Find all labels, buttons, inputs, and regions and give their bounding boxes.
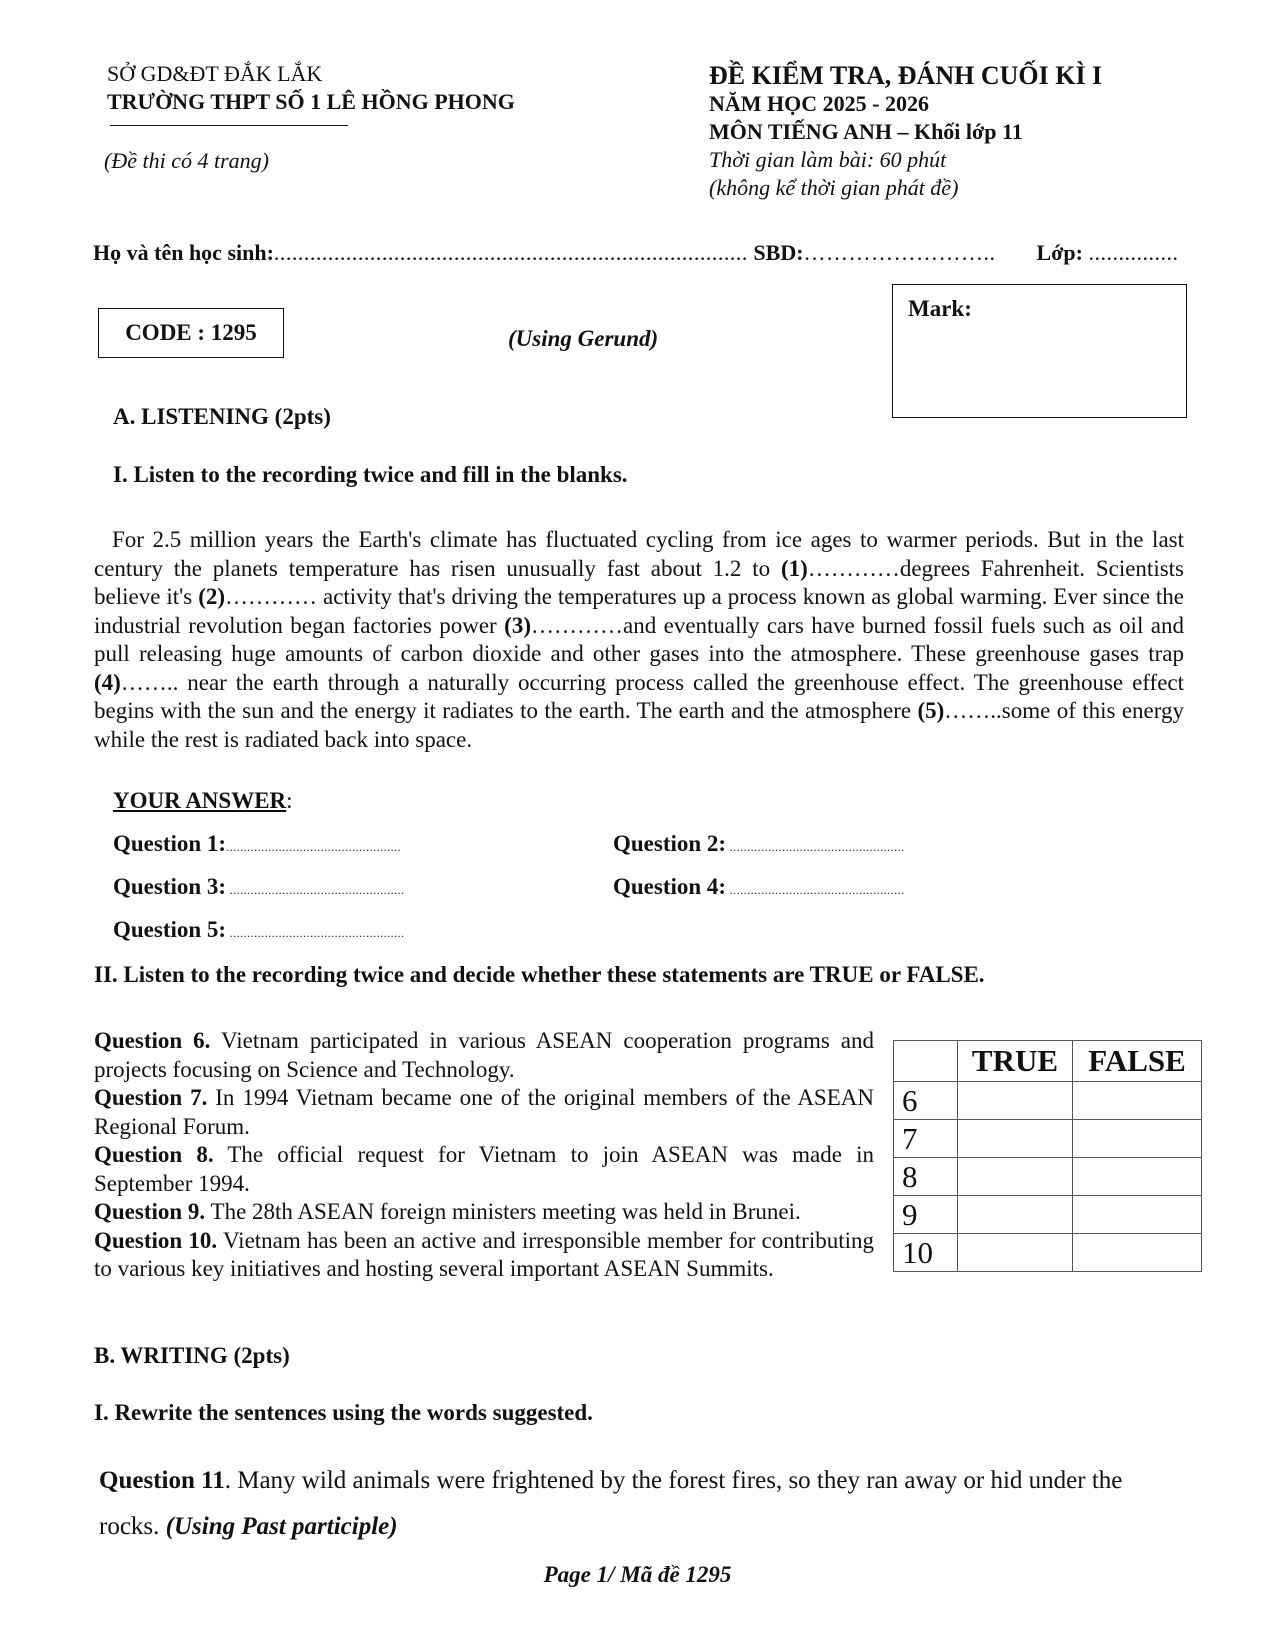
exam-code: CODE : 1295 <box>125 320 257 345</box>
student-info-line <box>93 240 1178 266</box>
answer-label-q2: Question 2: <box>613 831 727 856</box>
answer-line-q3[interactable] <box>113 874 405 900</box>
exam-code-box <box>98 308 284 358</box>
passage-text: …………and eventually cars have burned fossil fuels such as oil and pull releasing huge amounts of carbon dioxide and other gases into the atmosphere. These greenhouse gases trap <box>94 612 1184 666</box>
column-false: FALSE <box>1073 1041 1202 1082</box>
question-11-label: Question 11 <box>99 1467 225 1494</box>
mark-label: Mark: <box>908 296 972 321</box>
false-cell[interactable] <box>1073 1120 1202 1158</box>
table-row <box>894 1082 1202 1120</box>
answer-label-q5: Question 5: <box>113 917 227 942</box>
question-11-hint: (Using Past participle) <box>165 1513 398 1540</box>
table-row <box>894 1234 1202 1272</box>
false-cell[interactable] <box>1073 1234 1202 1272</box>
blank-marker: (1) <box>780 555 808 581</box>
blank-marker: (5) <box>917 698 945 723</box>
true-cell[interactable] <box>958 1196 1073 1234</box>
passage-text: ……..some of this energy while the rest is radiated back into space. <box>94 698 1184 752</box>
statement-label: Question 9. <box>94 1199 206 1224</box>
answer-blank-q3[interactable]: .................................................. <box>226 883 405 897</box>
true-cell[interactable] <box>958 1082 1073 1120</box>
true-cell[interactable] <box>958 1234 1073 1272</box>
statement-text: In 1994 Vietnam became one of the original members of the ASEAN Regional Forum. <box>94 1085 874 1139</box>
true-cell[interactable] <box>958 1158 1073 1196</box>
row-number: 10 <box>894 1234 958 1272</box>
part-1-instruction: I. Listen to the recording twice and fill in the blanks. <box>113 462 628 487</box>
table-row <box>894 1120 1202 1158</box>
sbd-field[interactable]: …………………….. <box>803 240 996 265</box>
statement-item <box>94 1027 874 1084</box>
table-row <box>894 1196 1202 1234</box>
row-number: 8 <box>894 1158 958 1196</box>
question-11 <box>99 1458 1189 1550</box>
answer-line-q4[interactable] <box>613 874 905 900</box>
section-a-title: A. LISTENING (2pts) <box>113 404 331 429</box>
subject: MÔN TIẾNG ANH – Khối lớp 11 <box>709 119 1023 144</box>
row-number: 6 <box>894 1082 958 1120</box>
your-answer-title: YOUR ANSWER <box>113 788 287 813</box>
answer-label-q1: Question 1: <box>113 831 227 856</box>
exam-title: ĐỀ KIỂM TRA, ĐÁNH CUỐI KÌ I <box>709 61 1103 90</box>
exam-time: Thời gian làm bài: 60 phút <box>709 147 947 172</box>
blank-marker: (3) <box>504 612 531 638</box>
table-row <box>894 1158 1202 1196</box>
pages-note: (Đề thi có 4 trang) <box>104 148 269 173</box>
statement-text: Vietnam has been an active and irresponsible member for contributing to various key initiatives and hosting several important ASEAN Summits. <box>94 1227 874 1281</box>
topic-hint: (Using Gerund) <box>508 326 659 351</box>
statement-item <box>94 1084 874 1141</box>
true-cell[interactable] <box>958 1120 1073 1158</box>
answer-blank-q4[interactable]: .................................................. <box>726 883 905 897</box>
statement-label: Question 10. <box>94 1227 218 1253</box>
table-corner <box>894 1041 958 1082</box>
section-b-title: B. WRITING (2pts) <box>94 1343 290 1368</box>
header-divider <box>110 125 348 126</box>
sbd-label: SBD: <box>747 240 804 265</box>
statement-label: Question 7. <box>94 1085 208 1110</box>
statement-text: Vietnam participated in various ASEAN cooperation programs and projects focusing on Science and Technology. <box>94 1028 874 1082</box>
false-cell[interactable] <box>1073 1158 1202 1196</box>
listening-passage <box>94 526 1184 754</box>
statement-item <box>94 1141 874 1198</box>
your-answer-heading <box>113 788 293 814</box>
blank-marker: (2) <box>198 584 226 609</box>
part-2-instruction: II. Listen to the recording twice and decide whether these statements are TRUE or FALSE. <box>94 962 985 987</box>
answer-blank-q2[interactable]: .................................................. <box>726 840 905 854</box>
question-11-text: . Many wild animals were frightened by the forest fires, so they ran away or hid under the rocks. <box>99 1467 1123 1540</box>
class-label: Lớp: <box>1036 240 1089 265</box>
true-false-statements <box>94 1027 874 1284</box>
passage-text: …………degrees Fahrenheit. Scientists believe it's <box>94 555 1184 609</box>
statement-label: Question 6. <box>94 1028 211 1053</box>
your-answer-colon: : <box>286 788 293 813</box>
answer-line-q1[interactable] <box>113 831 401 857</box>
blank-marker: (4) <box>94 669 121 695</box>
answer-line-q2[interactable] <box>613 831 905 857</box>
student-name-field[interactable]: ............................................................................... <box>273 240 748 265</box>
passage-text: For 2.5 million years the Earth's climate has fluctuated cycling from ice ages to warmer periods. But in the last century the planets temperature has risen unusually fast about 1.2 to <box>94 527 1184 581</box>
statement-text: The 28th ASEAN foreign ministers meeting was held in Brunei. <box>205 1199 801 1224</box>
header-left <box>107 60 515 116</box>
statement-item <box>94 1227 874 1284</box>
passage-text: ………… activity that's driving the temperatures up a process known as global warming. Ever since the industrial revolution began factories power <box>94 584 1184 638</box>
column-true: TRUE <box>958 1041 1073 1082</box>
answer-label-q4: Question 4: <box>613 874 727 899</box>
department-name: SỞ GD&ĐT ĐẮK LẮK <box>107 61 323 86</box>
statement-text: The official request for Vietnam to join ASEAN was made in September 1994. <box>94 1142 874 1196</box>
false-cell[interactable] <box>1073 1082 1202 1120</box>
answer-blank-q1[interactable]: .................................................. <box>226 840 402 854</box>
true-false-table-body <box>894 1082 1202 1272</box>
answer-line-q5[interactable] <box>113 917 405 943</box>
true-false-table <box>893 1040 1202 1272</box>
false-cell[interactable] <box>1073 1196 1202 1234</box>
student-name-label: Họ và tên học sinh: <box>93 240 274 265</box>
class-field[interactable]: ............... <box>1088 240 1179 265</box>
row-number: 7 <box>894 1120 958 1158</box>
statement-item <box>94 1198 874 1227</box>
header-right <box>709 62 1102 202</box>
answer-blank-q5[interactable]: .................................................. <box>226 926 405 940</box>
part-b1-instruction: I. Rewrite the sentences using the words suggested. <box>94 1400 593 1425</box>
answer-label-q3: Question 3: <box>113 874 227 899</box>
school-year: NĂM HỌC 2025 - 2026 <box>709 91 929 116</box>
exam-time-note: (không kể thời gian phát đề) <box>709 175 959 200</box>
page-footer: Page 1/ Mã đề 1295 <box>543 1562 732 1587</box>
school-name: TRƯỜNG THPT SỐ 1 LÊ HỒNG PHONG <box>107 89 515 114</box>
row-number: 9 <box>894 1196 958 1234</box>
passage-text: …….. near the earth through a naturally occurring process called the greenhouse effect. The greenhouse effect begins with the sun and the energy it radiates to the earth. The earth and the atmosphere <box>94 669 1184 723</box>
statement-label: Question 8. <box>94 1142 214 1167</box>
